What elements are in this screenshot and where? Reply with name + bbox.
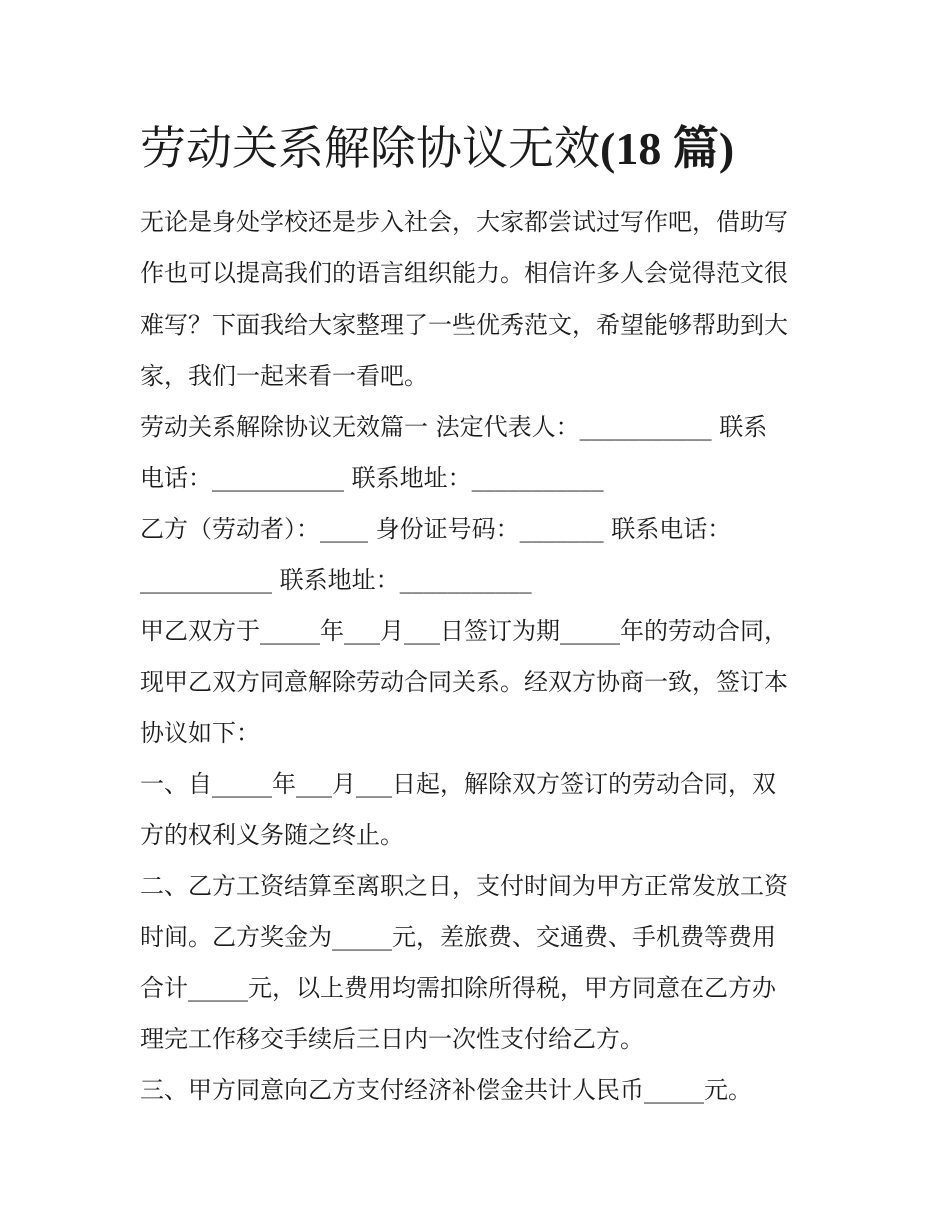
intro-line-2: 作也可以提高我们的语言组织能力。相信许多人会觉得范文很: [140, 259, 788, 287]
party-a-line-1: 劳动关系解除协议无效篇一 法定代表人：___________ 联系: [140, 413, 768, 441]
clause-2-line-2: 时间。乙方奖金为_____元，差旅费、交通费、手机费等费用: [140, 923, 776, 951]
intro-line-1: 无论是身处学校还是步入社会，大家都尝试过写作吧，借助写: [140, 208, 788, 236]
preamble-line-3: 协议如下：: [140, 719, 260, 747]
preamble-line-1: 甲乙双方于_____年___月___日签订为期_____年的劳动合同，: [140, 617, 788, 645]
clause-1-line-1: 一、自_____年___月___日起，解除双方签订的劳动合同，双: [140, 770, 776, 798]
clause-2-line-4: 理完工作移交手续后三日内一次性支付给乙方。: [140, 1025, 644, 1053]
intro-line-4: 家，我们一起来看一看吧。: [140, 362, 428, 390]
clause-3-line-1: 三、甲方同意向乙方支付经济补偿金共计人民币_____元。: [140, 1076, 752, 1104]
clause-2-line-3: 合计_____元，以上费用均需扣除所得税，甲方同意在乙方办: [140, 974, 776, 1002]
preamble-line-2: 现甲乙双方同意解除劳动合同关系。经双方协商一致，签订本: [140, 668, 788, 696]
party-b-line-2: ___________ 联系地址：___________: [140, 566, 532, 594]
intro-line-3: 难写？下面我给大家整理了一些优秀范文，希望能够帮助到大: [140, 311, 788, 339]
clause-1-line-2: 方的权利义务随之终止。: [140, 821, 404, 849]
party-b-line-1: 乙方（劳动者）：____ 身份证号码：_______ 联系电话：: [140, 515, 732, 543]
clause-2-line-1: 二、乙方工资结算至离职之日，支付时间为甲方正常发放工资: [140, 872, 788, 900]
document-title: [140, 118, 734, 179]
title-main: 劳动关系解除协议无效: [140, 121, 600, 175]
party-a-line-2: 电话：___________ 联系地址：___________: [140, 464, 604, 492]
title-count: (18 篇): [600, 123, 735, 174]
